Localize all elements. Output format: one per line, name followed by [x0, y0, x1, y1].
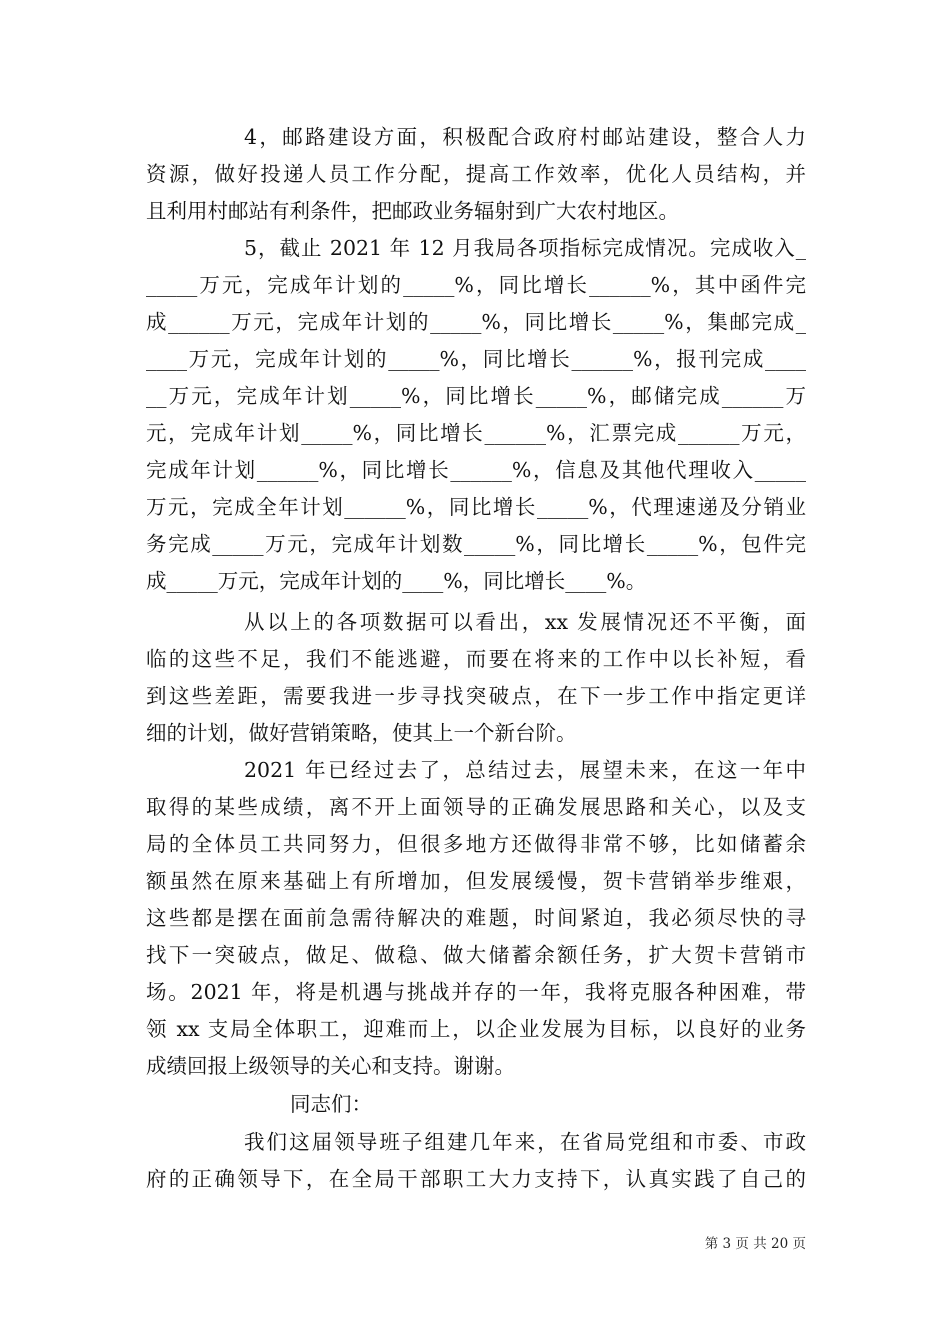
paragraph-2-line-3: 成______万元，完成年计划的_____%，同比增长_____%，集邮完成_	[146, 310, 806, 334]
paragraph-2-line-5: __万元，完成年计划_____%，同比增长_____%，邮储完成______万	[146, 384, 806, 408]
paragraph-4-line-3: 局的全体员工共同努力，但很多地方还做得非常不够，比如储蓄余	[146, 832, 806, 856]
paragraph-3-line-3: 到这些差距，需要我进一步寻找突破点，在下一步工作中指定更详	[146, 684, 806, 708]
paragraph-4-line-1: 2021 年已经过去了，总结过去，展望未来，在这一年中	[244, 758, 806, 782]
paragraph-4-line-4: 额虽然在原来基础上有所增加，但发展缓慢，贺卡营销举步维艰，	[146, 869, 806, 893]
paragraph-3-line-2: 临的这些不足，我们不能逃避，而要在将来的工作中以长补短，看	[146, 647, 806, 671]
salutation: 同志们：	[290, 1092, 372, 1116]
paragraph-4-line-7: 场。2021 年，将是机遇与挑战并存的一年，我将克服各种困难，带	[146, 980, 806, 1004]
paragraph-4-line-2: 取得的某些成绩，离不开上面领导的正确发展思路和关心，以及支	[146, 795, 806, 819]
paragraph-3-line-1: 从以上的各项数据可以看出，xx 发展情况还不平衡，面	[244, 610, 806, 634]
paragraph-1-line-1: 4，邮路建设方面，积极配合政府村邮站建设，整合人力	[244, 125, 806, 149]
paragraph-2-line-7: 完成年计划______%，同比增长______%，信息及其他代理收入_____	[146, 458, 806, 482]
paragraph-4-line-9: 成绩回报上级领导的关心和支持。谢谢。	[146, 1054, 515, 1078]
paragraph-2-line-4: ____万元，完成年计划的_____%，同比增长______%，报刊完成____	[146, 347, 806, 371]
paragraph-2-line-8: 万元，完成全年计划______%，同比增长_____%，代理速递及分销业	[146, 495, 806, 519]
paragraph-4-line-8: 领 xx 支局全体职工，迎难而上，以企业发展为目标，以良好的业务	[146, 1017, 806, 1041]
page-number: 第 3 页 共 20 页	[704, 1236, 806, 1252]
paragraph-1-line-3: 且利用村邮站有利条件，把邮政业务辐射到广大农村地区。	[146, 199, 679, 223]
paragraph-6-line-2: 府的正确领导下，在全局干部职工大力支持下，认真实践了自己的	[146, 1167, 806, 1191]
paragraph-2-line-1: 5，截止 2021 年 12 月我局各项指标完成情况。完成收入_	[244, 236, 806, 260]
paragraph-2-line-2: _____万元，完成年计划的_____%，同比增长______%，其中函件完	[146, 273, 806, 297]
paragraph-2-line-10: 成_____万元，完成年计划的____%，同比增长____%。	[146, 569, 647, 593]
paragraph-2-line-9: 务完成_____万元，完成年计划数_____%，同比增长_____%，包件完	[146, 532, 806, 556]
paragraph-4-line-5: 这些都是摆在面前急需待解决的难题，时间紧迫，我必须尽快的寻	[146, 906, 806, 930]
paragraph-2-line-6: 元，完成年计划_____%，同比增长______%，汇票完成______万元，	[146, 421, 806, 445]
paragraph-6-line-1: 我们这届领导班子组建几年来，在省局党组和市委、市政	[244, 1130, 806, 1154]
paragraph-1-line-2: 资源，做好投递人员工作分配，提高工作效率，优化人员结构，并	[146, 162, 806, 186]
paragraph-4-line-6: 找下一突破点，做足、做稳、做大储蓄余额任务，扩大贺卡营销市	[146, 943, 806, 967]
paragraph-3-line-4: 细的计划，做好营销策略，使其上一个新台阶。	[146, 721, 577, 745]
